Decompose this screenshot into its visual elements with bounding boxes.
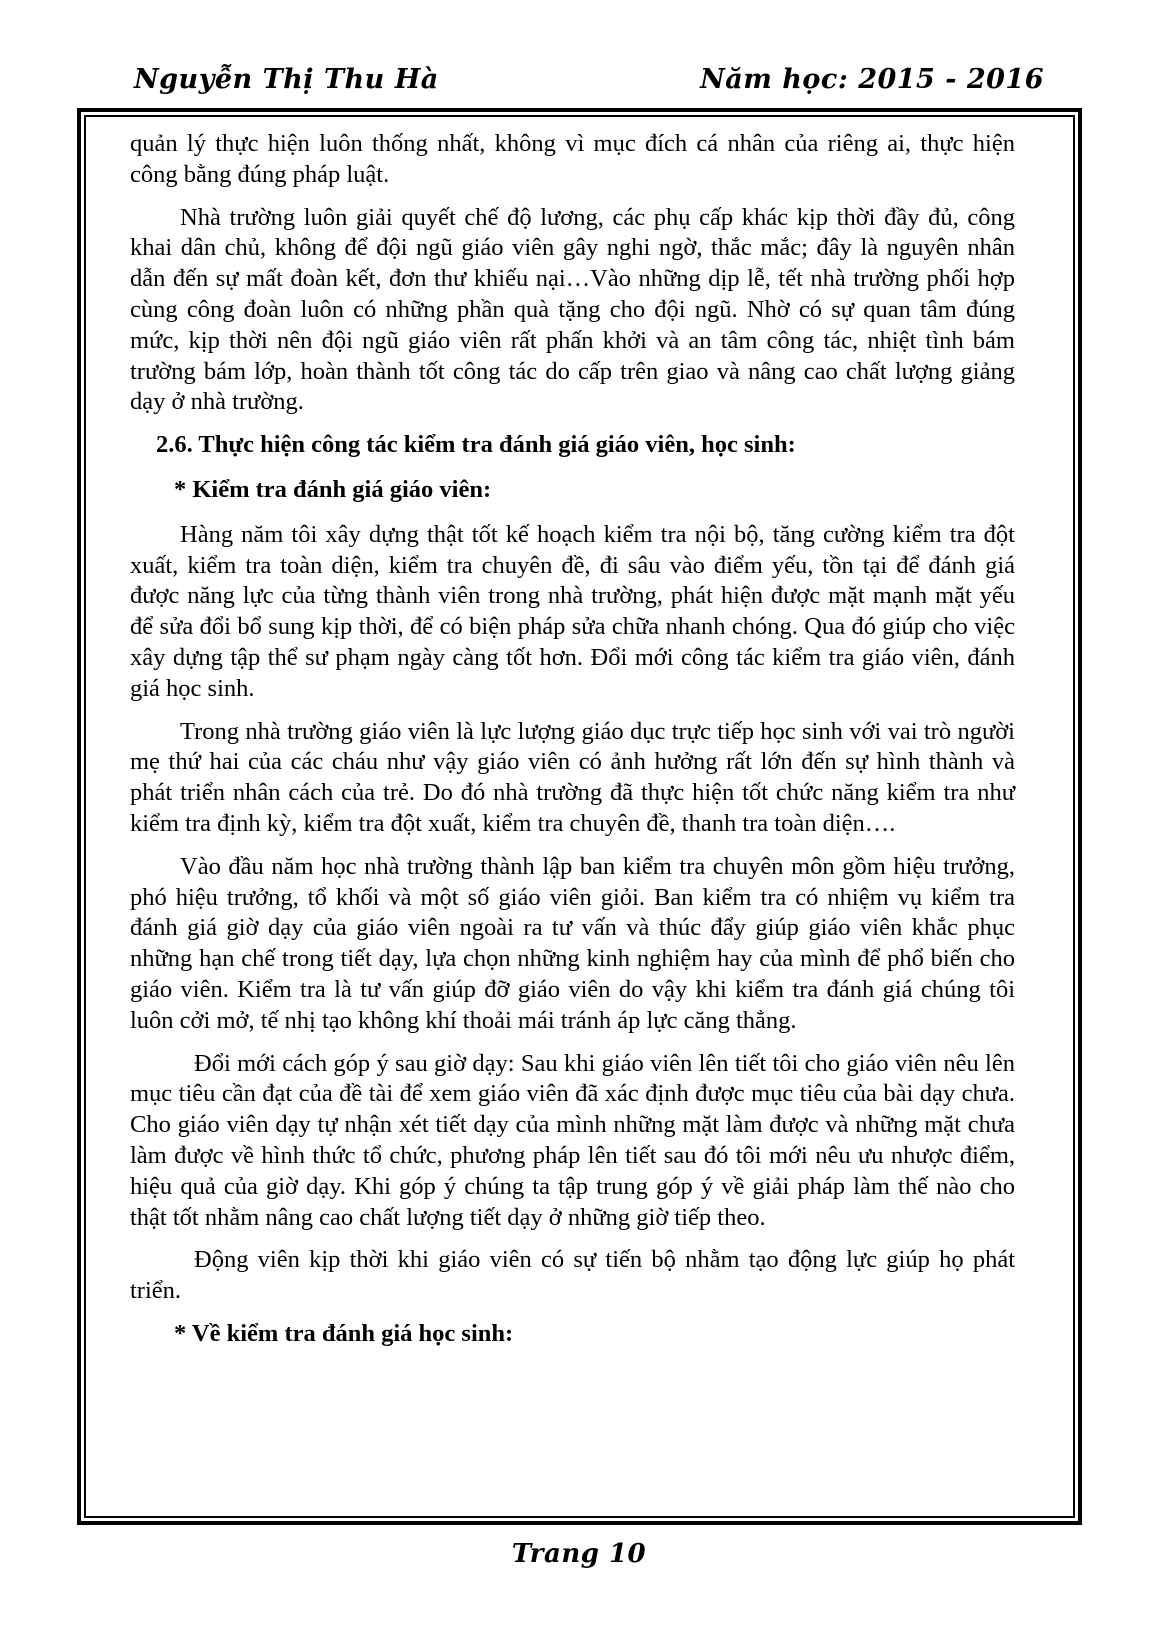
paragraph: Nhà trường luôn giải quyết chế độ lương, các phụ cấp khác kịp thời đầy đủ, công khai dân chủ, không để đội ngũ giáo viên gây nghi ngờ, thắc mắc; đây là nguyên nhân dẫn đến sự mất đoàn kết, đơn thư khiếu nại…Vào những dịp lễ, tết nhà trường phối hợp cùng công đoàn luôn có những phần quà tặng cho đội ngũ. Nhờ có sự quan tâm đúng mức, kịp thời nên đội ngũ giáo viên rất phấn khởi và an tâm công tác, nhiệt tình bám trường bám lớp, hoàn thành tốt công tác do cấp trên giao và nâng cao chất lượng giảng dạy ở nhà trường. xyxy=(130,203,1015,416)
subsection-heading: * Kiểm tra đánh giá giáo viên: xyxy=(174,475,492,503)
page-header xyxy=(0,0,1158,100)
content-border-box xyxy=(77,108,1082,1525)
paragraph: quản lý thực hiện luôn thống nhất, không vì mục đích cá nhân của riêng ai, thực hiện công bằng đúng pháp luật. xyxy=(130,130,1015,188)
header-school-year: Năm học: 2015 - 2016 xyxy=(700,64,1044,95)
page-number: Trang 10 xyxy=(511,1539,647,1569)
paragraph: Trong nhà trường giáo viên là lực lượng giáo dục trực tiếp học sinh với vai trò người mẹ thứ hai của các cháu như vậy giáo viên có ảnh hưởng rất lớn đến sự hình thành và phát triển nhân cách của trẻ. Do đó nhà trường đã thực hiện tốt chức năng kiểm tra như kiểm tra định kỳ, kiểm tra đột xuất, kiểm tra chuyên đề, thanh tra toàn diện…. xyxy=(130,717,1015,837)
paragraph: Hàng năm tôi xây dựng thật tốt kế hoạch kiểm tra nội bộ, tăng cường kiểm tra đột xuất, kiểm tra toàn diện, kiểm tra chuyên đề, đi sâu vào điểm yếu, tồn tại để đánh giá được năng lực của từng thành viên trong nhà trường, phát hiện được mặt mạnh mặt yếu để sửa đổi bổ sung kịp thời, để có biện pháp sửa chữa nhanh chóng. Qua đó giúp cho việc xây dựng tập thể sư phạm ngày càng tốt hơn. Đổi mới công tác kiểm tra giáo viên, đánh giá học sinh. xyxy=(130,520,1015,702)
page-footer xyxy=(0,1539,1158,1569)
paragraph: Động viên kịp thời khi giáo viên có sự tiến bộ nhằm tạo động lực giúp họ phát triển. xyxy=(130,1246,1015,1305)
header-author: Nguyễn Thị Thu Hà xyxy=(134,64,439,95)
paragraph: Đổi mới cách góp ý sau giờ dạy: Sau khi giáo viên lên tiết tôi cho giáo viên nêu lên mục tiêu cần đạt của đề tài để xem giáo viên đã xác định được mục tiêu của bài dạy chưa. Cho giáo viên dạy tự nhận xét tiết dạy của mình những mặt làm được và những mặt chưa làm được về hình thức tổ chức, phương pháp lên tiết sau đó tôi mới nêu ưu nhược điểm, hiệu quả của giờ dạy. Khi góp ý chúng ta tập trung góp ý về giải pháp làm thế nào cho thật tốt nhằm nâng cao chất lượng tiết dạy ở những giờ tiếp theo. xyxy=(130,1049,1015,1231)
paragraph: Vào đầu năm học nhà trường thành lập ban kiểm tra chuyên môn gồm hiệu trưởng, phó hiệu trưởng, tổ khối và một số giáo viên giỏi. Ban kiểm tra có nhiệm vụ kiểm tra đánh giá giờ dạy của giáo viên ngoài ra tư vấn và thúc đẩy giúp giáo viên khắc phục những hạn chế trong tiết dạy, lựa chọn những kinh nghiệm hay của mình để phổ biến cho giáo viên. Kiểm tra là tư vấn giúp đỡ giáo viên do vậy khi kiểm tra đánh giá chúng tôi luôn cởi mở, tế nhị tạo không khí thoải mái tránh áp lực căng thẳng. xyxy=(130,852,1015,1034)
content-area xyxy=(84,115,1075,1518)
section-heading: 2.6. Thực hiện công tác kiểm tra đánh giá giáo viên, học sinh: xyxy=(156,431,796,459)
subsection-heading: * Về kiểm tra đánh giá học sinh: xyxy=(174,1319,514,1347)
